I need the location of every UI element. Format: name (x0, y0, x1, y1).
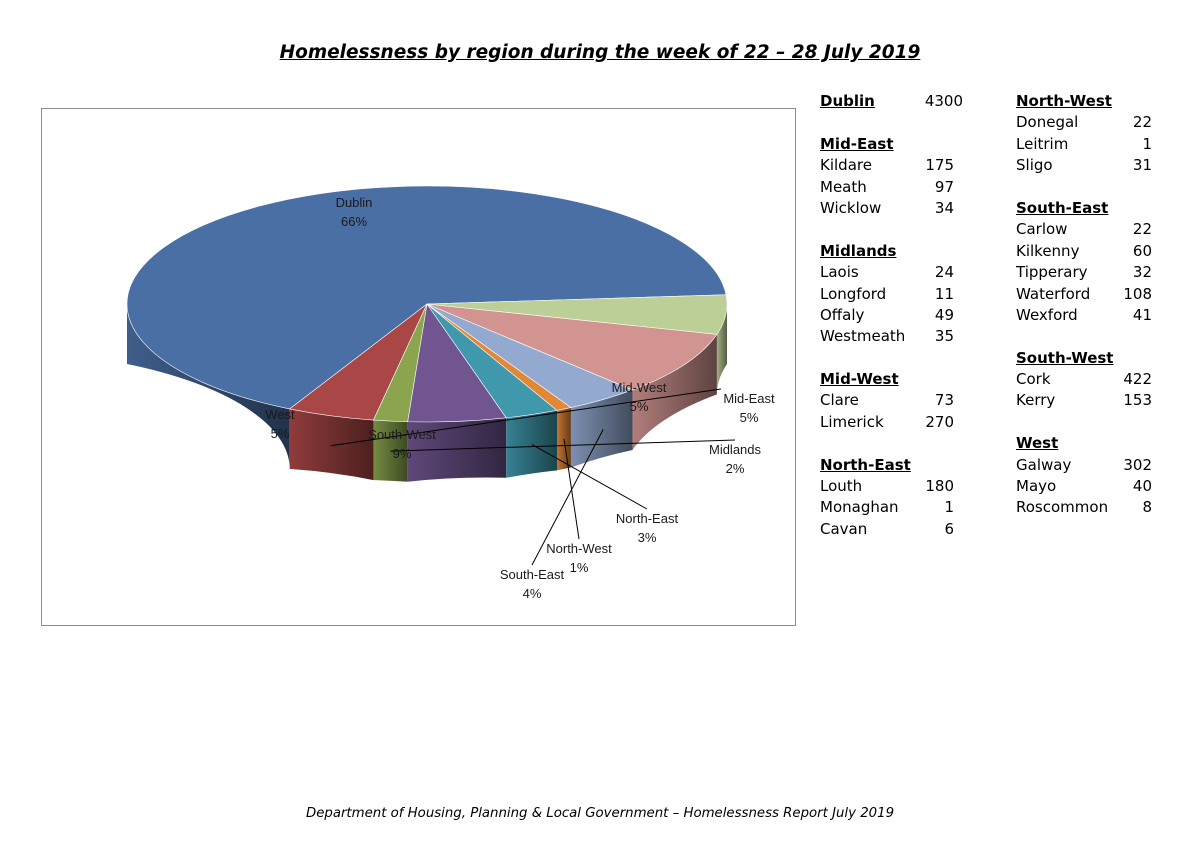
county-name: Westmeath (820, 327, 906, 346)
side-mid-east (290, 409, 374, 480)
slice-label-west: West (265, 407, 295, 422)
slice-pct-west: 5% (270, 426, 290, 441)
county-value: 8 (1142, 498, 1152, 517)
county-value: 108 (1123, 284, 1152, 303)
county-name: Waterford (1016, 284, 1091, 303)
county-value: 32 (1132, 263, 1152, 282)
spacer (820, 433, 911, 454)
county-row (820, 198, 954, 219)
county-row (820, 262, 954, 283)
county-value: 1 (1142, 134, 1152, 153)
county-name: Louth (820, 477, 863, 496)
county-row (820, 177, 954, 198)
county-value: 49 (934, 305, 954, 324)
slice-label-south-west: South-West (368, 427, 436, 442)
county-value: 153 (1123, 391, 1152, 410)
slice-pct-mid-east: 5% (739, 410, 759, 425)
county-name: Donegal (1016, 113, 1079, 132)
county-name: Carlow (1016, 220, 1068, 239)
county-name: Monaghan (820, 498, 899, 517)
county-name: Kilkenny (1016, 241, 1080, 260)
page-title: Homelessness by region during the week of 22 – 28 July 2019 (279, 42, 921, 63)
slice-label-mid-west: Mid-West (611, 380, 667, 395)
slice-pct-mid-west: 5% (629, 399, 649, 414)
pie-chart-frame (41, 108, 796, 626)
county-value: 35 (934, 327, 954, 346)
spacer (820, 348, 911, 369)
county-name: Wexford (1016, 305, 1078, 324)
county-row (820, 326, 954, 347)
county-row (1016, 241, 1152, 262)
county-value: 270 (925, 412, 954, 431)
county-row (820, 305, 954, 326)
county-value: 22 (1132, 220, 1152, 239)
region-heading-dublin (820, 91, 963, 112)
county-name: Tipperary (1016, 263, 1088, 282)
county-value: 97 (934, 177, 954, 196)
county-row (1016, 134, 1152, 155)
spacer (1016, 326, 1113, 347)
county-value: 11 (934, 284, 954, 303)
slice-label-north-west: North-West (546, 541, 612, 556)
county-row (820, 412, 954, 433)
county-name: Kerry (1016, 391, 1056, 410)
region-table-right (1016, 91, 1152, 519)
county-row (1016, 369, 1152, 390)
slice-pct-south-west: 9% (392, 446, 412, 461)
county-name: Cork (1016, 370, 1051, 389)
county-value: 60 (1132, 241, 1152, 260)
region-name: Mid-East (820, 134, 894, 153)
slice-pct-south-east: 4% (522, 586, 542, 601)
county-value: 6 (944, 519, 954, 538)
region-heading-north-west (1016, 91, 1113, 112)
region-name: South-West (1016, 348, 1114, 367)
county-name: Mayo (1016, 477, 1057, 496)
county-value: 422 (1123, 370, 1152, 389)
county-row (1016, 219, 1152, 240)
county-value: 24 (934, 263, 954, 282)
region-name: Dublin (820, 92, 875, 110)
slice-label-south-east: South-East (499, 567, 565, 582)
county-row (1016, 497, 1152, 518)
county-name: Wicklow (820, 198, 882, 217)
slice-label-north-east: North-East (615, 511, 679, 526)
county-name: Clare (820, 391, 859, 410)
county-row (1016, 305, 1152, 326)
side-north-east (506, 410, 557, 477)
county-row (1016, 112, 1152, 133)
county-name: Limerick (820, 412, 884, 431)
county-row (820, 155, 954, 176)
county-name: Offaly (820, 305, 865, 324)
region-heading-west (1016, 433, 1113, 454)
slice-pct-dublin: 66% (340, 214, 368, 229)
county-row (1016, 476, 1152, 497)
county-value: 180 (925, 477, 954, 496)
county-value: 73 (934, 391, 954, 410)
slice-label-mid-east: Mid-East (723, 391, 775, 406)
slice-pct-midlands: 2% (725, 461, 745, 476)
slice-label-dublin: Dublin (335, 195, 373, 210)
county-name: Meath (820, 177, 867, 196)
county-row (820, 476, 954, 497)
region-table-left (820, 91, 963, 540)
region-name: North-East (820, 455, 911, 474)
county-name: Laois (820, 263, 859, 282)
slice-label-midlands: Midlands (708, 442, 762, 457)
region-name: South-East (1016, 198, 1109, 217)
region-name: West (1016, 434, 1059, 453)
region-heading-mid-east (820, 134, 911, 155)
region-name: Midlands (820, 241, 897, 260)
spacer (820, 219, 911, 240)
county-row (1016, 390, 1152, 411)
region-heading-south-west (1016, 348, 1113, 369)
county-row (820, 390, 954, 411)
pie-chart (42, 109, 795, 625)
region-total: 4300 (924, 92, 963, 110)
county-row (1016, 155, 1152, 176)
county-name: Longford (820, 284, 887, 303)
county-name: Sligo (1016, 156, 1053, 175)
county-name: Leitrim (1016, 134, 1069, 153)
region-heading-north-east (820, 455, 911, 476)
county-value: 40 (1132, 477, 1152, 496)
region-name: North-West (1016, 92, 1112, 110)
page-footer: Department of Housing, Planning & Local Government – Homelessness Report July 2019 (305, 806, 895, 821)
county-name: Roscommon (1016, 498, 1109, 517)
county-value: 22 (1132, 113, 1152, 132)
spacer (820, 112, 911, 133)
county-row (820, 497, 954, 518)
region-heading-midlands (820, 241, 911, 262)
county-value: 41 (1132, 305, 1152, 324)
county-row (1016, 455, 1152, 476)
county-row (820, 284, 954, 305)
region-heading-south-east (1016, 198, 1113, 219)
spacer (1016, 177, 1113, 198)
county-value: 302 (1123, 455, 1152, 474)
county-name: Cavan (820, 519, 868, 538)
region-name: Mid-West (820, 370, 899, 389)
region-heading-mid-west (820, 369, 911, 390)
county-row (1016, 284, 1152, 305)
side-north-west (557, 408, 571, 471)
county-row (1016, 262, 1152, 283)
spacer (1016, 412, 1113, 433)
county-value: 1 (944, 498, 954, 517)
county-name: Galway (1016, 455, 1072, 474)
county-row (820, 519, 954, 540)
slice-pct-north-west: 1% (569, 560, 589, 575)
county-value: 175 (925, 156, 954, 175)
county-value: 34 (934, 198, 954, 217)
slice-pct-north-east: 3% (637, 530, 657, 545)
county-name: Kildare (820, 156, 872, 175)
county-value: 31 (1132, 156, 1152, 175)
